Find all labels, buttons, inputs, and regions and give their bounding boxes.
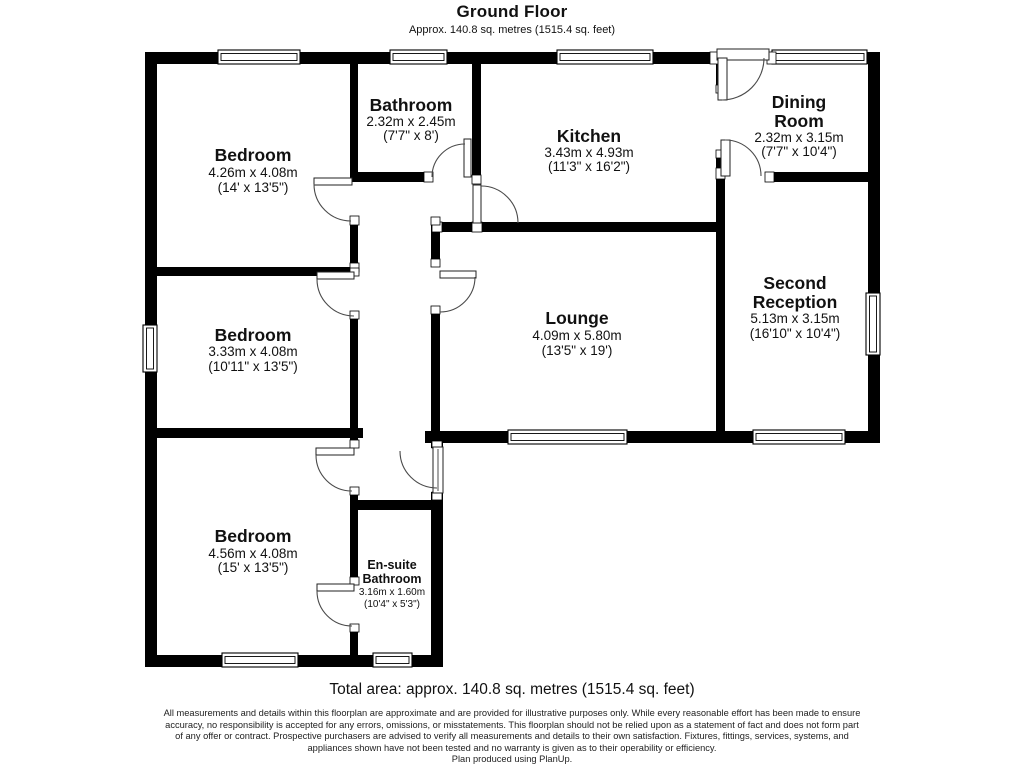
room-dims-imperial: (14' x 13'5") (217, 180, 289, 195)
room-label-dining-room (754, 92, 843, 159)
room-label-bedroom-front (208, 145, 297, 195)
bedroom-front-door (314, 178, 352, 221)
room-name-line2: Room (774, 111, 824, 131)
room-name-line1: Dining (771, 92, 827, 112)
room-dims-imperial: (10'11" x 13'5") (208, 359, 298, 374)
wall (716, 150, 725, 431)
room-dims-imperial: (15' x 13'5") (217, 560, 289, 575)
wall (431, 314, 440, 440)
room-dims-imperial: (13'5" x 19') (541, 343, 613, 358)
wall (868, 52, 880, 443)
wall (350, 62, 358, 174)
window-lounge (508, 430, 627, 444)
room-label-bedroom-rear (208, 526, 297, 575)
room-name: Bathroom (369, 95, 453, 115)
window-second-reception-right (866, 293, 880, 355)
total-area: Total area: approx. 140.8 sq. metres (1515.4 sq. feet) (329, 681, 695, 698)
room-dims-metric: 4.26m x 4.08m (208, 165, 298, 180)
room-dims-metric: 3.43m x 4.93m (544, 145, 634, 160)
room-label-lounge (532, 308, 621, 358)
plan-credit: Plan produced using PlanUp. (451, 754, 573, 765)
kitchen-door (473, 185, 518, 223)
window-bedroom-rear (222, 653, 298, 667)
side-entrance-door (400, 447, 443, 493)
disclaimer (0, 708, 1024, 766)
room-label-bedroom-middle (208, 325, 298, 374)
wall (145, 428, 363, 438)
lounge-door (440, 271, 476, 312)
room-label-kitchen (544, 126, 633, 174)
disclaimer-line: accuracy, no responsibility is accepted for any errors, omissions, or misstatements. This floorplan should not be relied upon as a statement of fact and does not form part (165, 719, 859, 730)
room-label-ensuite (359, 558, 425, 610)
window-dining-room (772, 50, 867, 64)
wall (765, 172, 872, 182)
room-dims-imperial: (10'4" x 5'3") (364, 599, 420, 610)
room-dims-metric: 3.16m x 1.60m (358, 587, 426, 598)
window-bedroom-front (218, 50, 300, 64)
room-labels (208, 92, 843, 610)
room-name-line1: Second (763, 273, 827, 293)
room-name: Kitchen (556, 126, 622, 146)
room-label-bathroom (366, 95, 455, 143)
wall (472, 62, 481, 184)
room-dims-imperial: (7'7" x 10'4") (761, 144, 837, 159)
room-name: Bedroom (214, 526, 292, 546)
room-dims-metric: 2.32m x 3.15m (754, 130, 844, 145)
bedroom-rear-door (316, 448, 354, 491)
dining-room-door (721, 140, 761, 176)
page-title: Ground Floor (456, 2, 568, 21)
front-door (717, 49, 769, 100)
bedroom-middle-door (317, 272, 354, 316)
room-name: Lounge (545, 308, 609, 328)
room-name-line1: En-suite (367, 558, 417, 572)
page-subtitle: Approx. 140.8 sq. metres (1515.4 sq. feet) (408, 24, 616, 36)
window-bathroom (390, 50, 447, 64)
room-dims-imperial: (7'7" x 8') (383, 128, 439, 143)
room-dims-imperial: (16'10" x 10'4") (749, 326, 841, 341)
wall (431, 492, 443, 667)
window-kitchen (557, 50, 653, 64)
room-label-second-reception (750, 273, 841, 341)
disclaimer-line: All measurements and details within this floorplan are approximate and are provided for illustrative purposes only. While every reasonable effort has been made to ensure (163, 708, 861, 718)
room-dims-metric: 2.32m x 2.45m (366, 114, 456, 129)
room-name: Bedroom (214, 325, 292, 345)
room-dims-metric: 4.09m x 5.80m (532, 328, 622, 343)
wall (350, 315, 358, 430)
wall (350, 500, 443, 510)
room-dims-metric: 4.56m x 4.08m (208, 546, 298, 561)
disclaimer-line: appliances shown have not been tested and no warranty is given as to their operability or efficiency. (307, 742, 717, 753)
window-second-reception-bottom (753, 430, 845, 444)
room-name-line2: Bathroom (362, 572, 422, 586)
window-bedroom-middle (143, 325, 157, 372)
bathroom-door (432, 139, 471, 177)
room-dims-imperial: (11'3" x 16'2") (547, 159, 631, 174)
ensuite-door (317, 584, 354, 626)
room-name: Bedroom (214, 145, 292, 165)
room-dims-metric: 5.13m x 3.15m (750, 311, 840, 326)
wall (350, 172, 432, 182)
disclaimer-line: of any offer or contract. Prospective purchasers are advised to verify all measurements and details to their own satisfaction. Fixtures, fittings, services, systems, and (175, 731, 849, 742)
window-ensuite (373, 653, 412, 667)
room-name-line2: Reception (752, 292, 838, 312)
room-dims-metric: 3.33m x 4.08m (208, 344, 298, 359)
plan-footer (0, 681, 1024, 766)
